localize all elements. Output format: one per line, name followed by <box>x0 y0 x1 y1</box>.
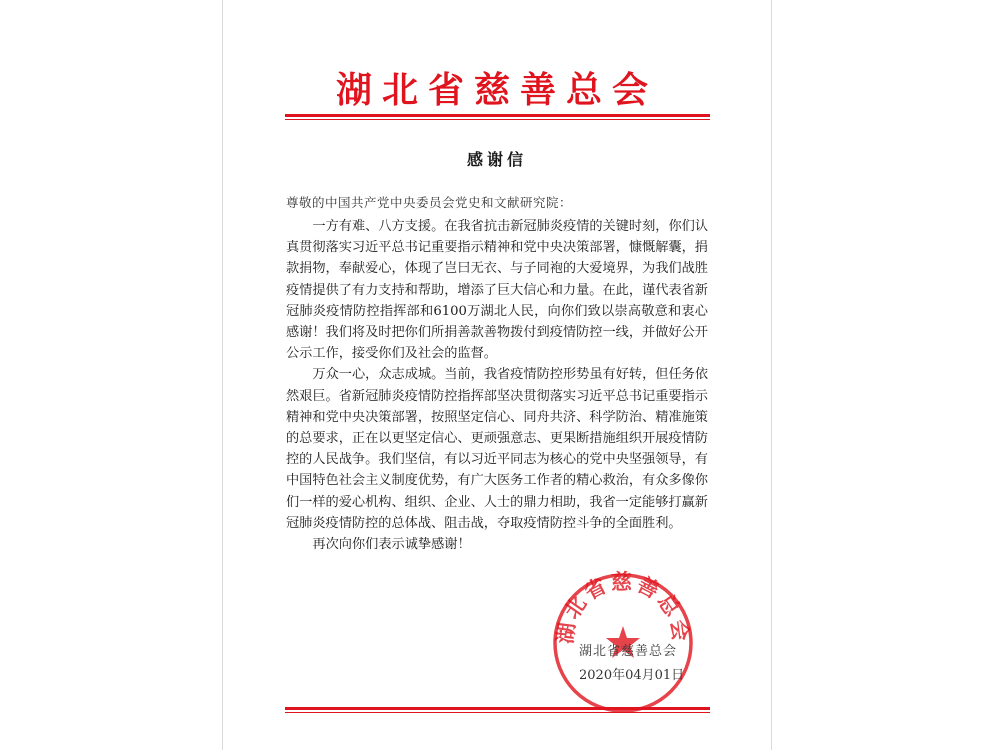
paragraph-2: 万众一心，众志成城。当前，我省疫情防控形势虽有好转，但任务依然艰巨。省新冠肺炎疫情防控指挥部坚决贯彻落实习近平总书记重要指示精神和党中央决策部署，按照坚定信心、同舟共济、科学防治、精准施策的总要求，正在以更坚定信心、更顽强意志、更果断措施组织开展疫情防控的人民战争。我们坚信，有以习近平同志为核心的党中央坚强领导，有中国特色社会主义制度优势，有广大医务工作者的精心救治，有众多像你们一样的爱心机构、组织、企业、人士的鼎力相助，我省一定能够打赢新冠肺炎疫情防控的总体战、阻击战，夺取疫情防控斗争的全面胜利。 <box>286 367 709 531</box>
letter-page <box>222 0 772 750</box>
paragraph-3: 再次向你们表示诚挚感谢！ <box>312 537 471 553</box>
seal-text: 湖北省慈善总会 <box>552 568 694 646</box>
letterhead-title: 湖北省慈善总会 <box>335 69 658 111</box>
header-rule-thick <box>285 114 710 117</box>
paragraph-1: 一方有难、八方支援。在我省抗击新冠肺炎疫情的关键时刻，你们认真贯彻落实习近平总书记重要指示精神和党中央决策部署，慷慨解囊，捐款捐物，奉献爱心，体现了岂曰无衣、与子同袍的大爱境界，为我们战胜疫情提供了有力支持和帮助，增添了巨大信心和力量。在此，谨代表省新冠肺炎疫情防控指挥部和6100万湖北人民，向你们致以崇高敬意和衷心感谢！我们将及时把你们所捐善款善物拨付到疫情防控一线，并做好公开公示工作，接受你们及社会的监督。 <box>286 219 709 362</box>
footer-rule-thick <box>285 707 710 710</box>
letter-body <box>286 216 708 555</box>
signature: 湖北省慈善总会 <box>579 644 678 659</box>
header-rule-thin <box>285 119 710 120</box>
letter-title: 感谢信 <box>466 150 527 169</box>
sign-date: 2020年04月01日 <box>579 668 685 683</box>
footer-rule-thin <box>285 712 710 713</box>
salutation: 尊敬的中国共产党中央委员会党史和文献研究院： <box>286 195 573 210</box>
